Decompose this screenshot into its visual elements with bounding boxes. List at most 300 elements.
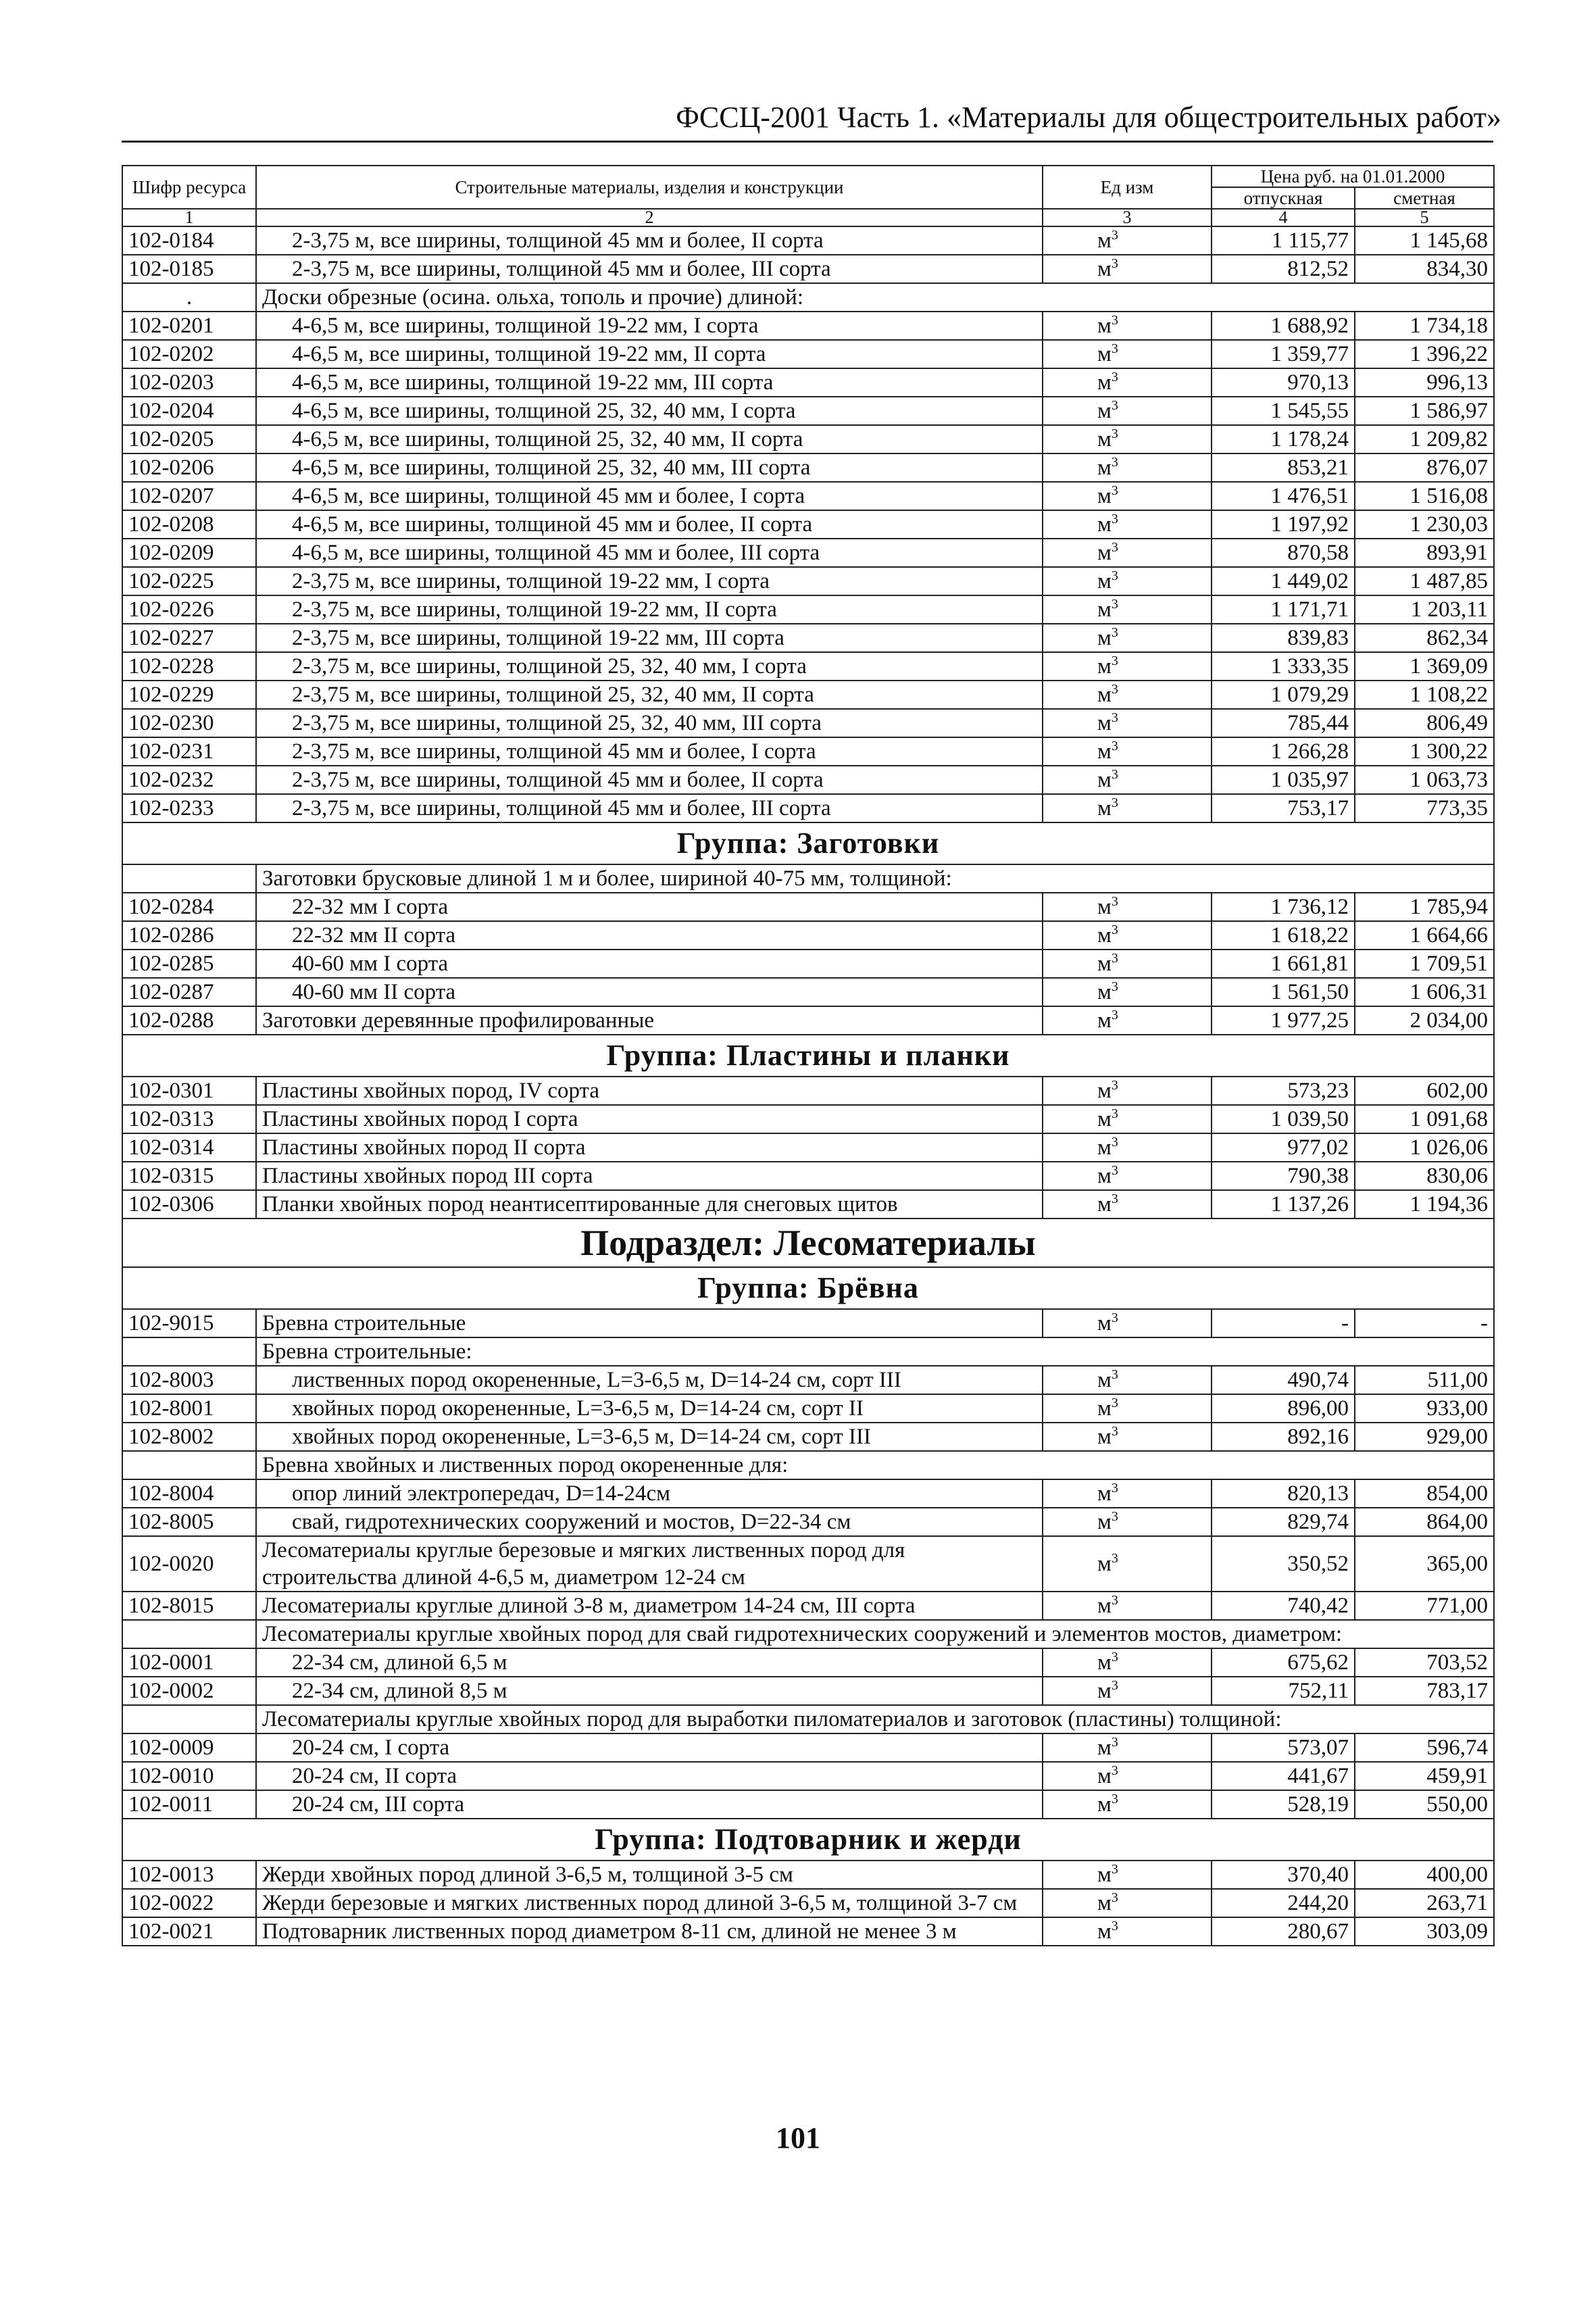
resource-code: 102-0313 <box>122 1105 256 1133</box>
material-name: Заготовки деревянные профилированные <box>256 1006 1043 1035</box>
estimate-price: 1 734,18 <box>1355 312 1494 340</box>
unit-power: 3 <box>1111 228 1118 243</box>
release-price: 1 736,12 <box>1212 893 1355 921</box>
estimate-price: 1 664,66 <box>1355 921 1494 950</box>
table-row <box>122 567 1494 595</box>
resource-code: 102-0201 <box>122 312 256 340</box>
unit: м <box>1097 1368 1112 1392</box>
material-name: Пластины хвойных пород II сорта <box>256 1133 1043 1162</box>
unit-power: 3 <box>1111 313 1118 328</box>
release-price: 896,00 <box>1212 1394 1355 1423</box>
release-price: 370,40 <box>1212 1861 1355 1889</box>
unit-cell <box>1043 453 1212 482</box>
material-name: Жерди березовые и мягких лиственных пород длиной 3-6,5 м, толщиной 3-7 см <box>256 1889 1043 1917</box>
resource-code: 102-0205 <box>122 425 256 453</box>
release-price: 870,58 <box>1212 539 1355 567</box>
estimate-price: 1 785,94 <box>1355 893 1494 921</box>
unit-cell <box>1043 312 1212 340</box>
unit-power: 3 <box>1111 1396 1118 1410</box>
unit-cell <box>1043 226 1212 255</box>
unit: м <box>1097 1764 1112 1788</box>
page-number: 101 <box>776 2121 820 2155</box>
release-price: 790,38 <box>1212 1162 1355 1190</box>
table-row <box>122 978 1494 1006</box>
release-price: 350,52 <box>1212 1536 1355 1592</box>
table-row <box>122 1006 1494 1035</box>
release-price: 785,44 <box>1212 709 1355 737</box>
group-heading-row <box>122 1267 1494 1309</box>
unit-power: 3 <box>1111 512 1118 526</box>
unit: м <box>1097 257 1112 281</box>
material-name: 2-3,75 м, все ширины, толщиной 19-22 мм, I сорта <box>256 567 1043 595</box>
material-name: 4-6,5 м, все ширины, толщиной 19-22 мм, I сорта <box>256 312 1043 340</box>
estimate-price: - <box>1355 1309 1494 1337</box>
subheading-row <box>122 1620 1494 1648</box>
column-number: 4 <box>1212 209 1355 226</box>
table-row <box>122 921 1494 950</box>
unit-cell <box>1043 1917 1212 1946</box>
unit-power: 3 <box>1111 597 1118 612</box>
resource-code: 102-0009 <box>122 1733 256 1762</box>
table-row <box>122 368 1494 397</box>
unit-power: 3 <box>1111 951 1118 966</box>
release-price: 1 115,77 <box>1212 226 1355 255</box>
estimate-price: 996,13 <box>1355 368 1494 397</box>
table-row <box>122 1536 1494 1592</box>
unit-cell <box>1043 482 1212 510</box>
material-name: 2-3,75 м, все ширины, толщиной 25, 32, 40 мм, II сорта <box>256 681 1043 709</box>
col-header-estimate: сметная <box>1355 187 1494 209</box>
col-header-name: Строительные материалы, изделия и конструкции <box>256 166 1043 209</box>
unit: м <box>1097 1594 1112 1618</box>
material-name: 4-6,5 м, все ширины, толщиной 25, 32, 40 мм, III сорта <box>256 453 1043 482</box>
unit: м <box>1097 1425 1112 1449</box>
table-row <box>122 1677 1494 1705</box>
subheading-row <box>122 1451 1494 1479</box>
subheading-row <box>122 283 1494 312</box>
estimate-price: 1 145,68 <box>1355 226 1494 255</box>
table-row <box>122 950 1494 978</box>
estimate-price: 773,35 <box>1355 794 1494 822</box>
unit-power: 3 <box>1111 654 1118 668</box>
resource-code: 102-0287 <box>122 978 256 1006</box>
estimate-price: 1 586,97 <box>1355 397 1494 425</box>
resource-code: 102-0206 <box>122 453 256 482</box>
unit: м <box>1097 683 1112 707</box>
unit-cell <box>1043 510 1212 539</box>
header-title: ФССЦ-2001 Часть 1. «Материалы для общестроительных работ» <box>676 101 1501 134</box>
table-row <box>122 312 1494 340</box>
subheading-code <box>122 1451 256 1479</box>
unit-cell <box>1043 1423 1212 1451</box>
unit-power: 3 <box>1111 426 1118 441</box>
material-name: 4-6,5 м, все ширины, толщиной 25, 32, 40 мм, I сорта <box>256 397 1043 425</box>
resource-code: 102-0184 <box>122 226 256 255</box>
table-row <box>122 1861 1494 1889</box>
estimate-price: 771,00 <box>1355 1592 1494 1620</box>
unit-cell <box>1043 1592 1212 1620</box>
estimate-price: 854,00 <box>1355 1479 1494 1508</box>
estimate-price: 263,71 <box>1355 1889 1494 1917</box>
table-row <box>122 794 1494 822</box>
unit: м <box>1097 484 1112 508</box>
unit-power: 3 <box>1111 979 1118 994</box>
release-price: 490,74 <box>1212 1366 1355 1394</box>
unit-power: 3 <box>1111 1862 1118 1877</box>
release-price: 280,67 <box>1212 1917 1355 1946</box>
release-price: 1 035,97 <box>1212 766 1355 794</box>
group-heading-row <box>122 822 1494 864</box>
unit-power: 3 <box>1111 1008 1118 1023</box>
table-row <box>122 737 1494 766</box>
resource-code: 102-0001 <box>122 1648 256 1677</box>
unit: м <box>1097 1135 1112 1160</box>
resource-code: 102-8015 <box>122 1592 256 1620</box>
resource-code: 102-0209 <box>122 539 256 567</box>
unit: м <box>1097 923 1112 947</box>
release-price: 1 197,92 <box>1212 510 1355 539</box>
unit: м <box>1097 1079 1112 1103</box>
unit: м <box>1097 768 1112 792</box>
table-row <box>122 1762 1494 1790</box>
estimate-price: 602,00 <box>1355 1077 1494 1105</box>
unit-power: 3 <box>1111 739 1118 754</box>
unit-cell <box>1043 709 1212 737</box>
estimate-price: 703,52 <box>1355 1648 1494 1677</box>
estimate-price: 830,06 <box>1355 1162 1494 1190</box>
subheading-code <box>122 1620 256 1648</box>
release-price: - <box>1212 1309 1355 1337</box>
estimate-price: 365,00 <box>1355 1536 1494 1592</box>
material-name: 2-3,75 м, все ширины, толщиной 45 мм и более, III сорта <box>256 794 1043 822</box>
estimate-price: 1 203,11 <box>1355 595 1494 624</box>
subheading-text: Доски обрезные (осина. ольха, тополь и прочие) длиной: <box>256 283 1494 312</box>
unit-cell <box>1043 1790 1212 1819</box>
unit: м <box>1097 1008 1112 1033</box>
table-row <box>122 1133 1494 1162</box>
release-price: 970,13 <box>1212 368 1355 397</box>
estimate-price: 1 194,36 <box>1355 1190 1494 1218</box>
estimate-price: 550,00 <box>1355 1790 1494 1819</box>
release-price: 1 039,50 <box>1212 1105 1355 1133</box>
resource-code: 102-0227 <box>122 624 256 652</box>
column-number: 3 <box>1043 209 1212 226</box>
estimate-price: 806,49 <box>1355 709 1494 737</box>
subheading-text: Лесоматериалы круглые хвойных пород для свай гидротехнических сооружений и элементов мостов, диаметром: <box>256 1620 1494 1648</box>
resource-code: 102-8003 <box>122 1366 256 1394</box>
table-row <box>122 1733 1494 1762</box>
unit-cell <box>1043 1648 1212 1677</box>
unit-cell <box>1043 1394 1212 1423</box>
resource-code: 102-0288 <box>122 1006 256 1035</box>
unit-power: 3 <box>1111 1078 1118 1093</box>
release-price: 528,19 <box>1212 1790 1355 1819</box>
resource-code: 102-0020 <box>122 1536 256 1592</box>
subsection-heading-row <box>122 1218 1494 1267</box>
unit: м <box>1097 895 1112 919</box>
group-heading: Группа: Брёвна <box>122 1267 1494 1309</box>
unit-power: 3 <box>1111 922 1118 937</box>
unit-power: 3 <box>1111 625 1118 640</box>
release-price: 1 977,25 <box>1212 1006 1355 1035</box>
col-header-price: Цена руб. на 01.01.2000 <box>1212 166 1494 187</box>
release-price: 820,13 <box>1212 1479 1355 1508</box>
unit-power: 3 <box>1111 1191 1118 1206</box>
table-row <box>122 1423 1494 1451</box>
unit-cell <box>1043 1733 1212 1762</box>
unit-cell <box>1043 1077 1212 1105</box>
column-number: 1 <box>122 209 256 226</box>
material-name: 20-24 см, III сорта <box>256 1790 1043 1819</box>
resource-code: 102-8004 <box>122 1479 256 1508</box>
release-price: 1 618,22 <box>1212 921 1355 950</box>
unit-power: 3 <box>1111 682 1118 697</box>
release-price: 829,74 <box>1212 1508 1355 1536</box>
resource-code: 102-0022 <box>122 1889 256 1917</box>
unit: м <box>1097 626 1112 650</box>
unit: м <box>1097 1164 1112 1188</box>
unit: м <box>1097 1552 1112 1576</box>
material-name: 22-32 мм II сорта <box>256 921 1043 950</box>
material-name: Подтоварник лиственных пород диаметром 8-11 см, длиной не менее 3 м <box>256 1917 1043 1946</box>
unit-cell <box>1043 1861 1212 1889</box>
table-row <box>122 595 1494 624</box>
table-row <box>122 709 1494 737</box>
unit-cell <box>1043 624 1212 652</box>
table-row <box>122 510 1494 539</box>
estimate-price: 834,30 <box>1355 255 1494 283</box>
unit-power: 3 <box>1111 1481 1118 1496</box>
release-price: 752,11 <box>1212 1677 1355 1705</box>
unit-power: 3 <box>1111 1593 1118 1608</box>
release-price: 1 688,92 <box>1212 312 1355 340</box>
release-price: 853,21 <box>1212 453 1355 482</box>
resource-code: 102-0284 <box>122 893 256 921</box>
material-name: 2-3,75 м, все ширины, толщиной 25, 32, 40 мм, III сорта <box>256 709 1043 737</box>
table-row <box>122 340 1494 368</box>
material-name: 4-6,5 м, все ширины, толщиной 45 мм и более, I сорта <box>256 482 1043 510</box>
resource-code: 102-0185 <box>122 255 256 283</box>
material-name: Лесоматериалы круглые длиной 3-8 м, диаметром 14-24 см, III сорта <box>256 1592 1043 1620</box>
material-name: 2-3,75 м, все ширины, толщиной 45 мм и более, II сорта <box>256 766 1043 794</box>
unit: м <box>1097 569 1112 593</box>
unit-power: 3 <box>1111 1135 1118 1150</box>
material-name: 40-60 мм II сорта <box>256 978 1043 1006</box>
release-price: 573,23 <box>1212 1077 1355 1105</box>
col-header-unit: Ед изм <box>1043 166 1212 209</box>
resource-code: 102-0021 <box>122 1917 256 1946</box>
unit: м <box>1097 739 1112 764</box>
subheading-text: Лесоматериалы круглые хвойных пород для выработки пиломатериалов и заготовок (пластины) толщиной: <box>256 1705 1494 1733</box>
unit: м <box>1097 1891 1112 1915</box>
group-heading: Группа: Подтоварник и жерди <box>122 1819 1494 1861</box>
unit: м <box>1097 541 1112 565</box>
unit-cell <box>1043 425 1212 453</box>
material-name: 22-34 см, длиной 8,5 м <box>256 1677 1043 1705</box>
table-row <box>122 652 1494 681</box>
table-row <box>122 1790 1494 1819</box>
unit: м <box>1097 952 1112 976</box>
unit-cell <box>1043 255 1212 283</box>
release-price: 892,16 <box>1212 1423 1355 1451</box>
unit: м <box>1097 1192 1112 1216</box>
unit: м <box>1097 314 1112 338</box>
unit-power: 3 <box>1111 767 1118 782</box>
price-table <box>122 165 1495 1946</box>
unit-cell <box>1043 567 1212 595</box>
resource-code: 102-0208 <box>122 510 256 539</box>
release-price: 753,17 <box>1212 794 1355 822</box>
column-number: 5 <box>1355 209 1494 226</box>
material-name: 4-6,5 м, все ширины, толщиной 19-22 мм, III сорта <box>256 368 1043 397</box>
unit-cell <box>1043 1508 1212 1536</box>
material-name: хвойных пород окорененные, L=3-6,5 м, D=14-24 см, сорт II <box>256 1394 1043 1423</box>
unit-power: 3 <box>1111 1792 1118 1806</box>
release-price: 740,42 <box>1212 1592 1355 1620</box>
price-table-container <box>122 165 1493 1946</box>
unit: м <box>1097 370 1112 395</box>
estimate-price: 862,34 <box>1355 624 1494 652</box>
resource-code: 102-0228 <box>122 652 256 681</box>
group-heading-row <box>122 1819 1494 1861</box>
resource-code: 102-0229 <box>122 681 256 709</box>
subheading-code: . <box>122 283 256 312</box>
unit-power: 3 <box>1111 1163 1118 1178</box>
estimate-price: 1 230,03 <box>1355 510 1494 539</box>
material-name: 2-3,75 м, все ширины, толщиной 25, 32, 40 мм, I сорта <box>256 652 1043 681</box>
unit-cell <box>1043 1366 1212 1394</box>
table-row <box>122 1648 1494 1677</box>
estimate-price: 596,74 <box>1355 1733 1494 1762</box>
group-heading-row <box>122 1035 1494 1077</box>
unit-power: 3 <box>1111 1735 1118 1750</box>
resource-code: 102-0306 <box>122 1190 256 1218</box>
unit: м <box>1097 711 1112 735</box>
subheading-text: Бревна хвойных и лиственных пород окорененные для: <box>256 1451 1494 1479</box>
table-row <box>122 425 1494 453</box>
unit-power: 3 <box>1111 1890 1118 1905</box>
unit-cell <box>1043 368 1212 397</box>
unit-cell <box>1043 1006 1212 1035</box>
release-price: 1 661,81 <box>1212 950 1355 978</box>
resource-code: 102-0232 <box>122 766 256 794</box>
release-price: 1 476,51 <box>1212 482 1355 510</box>
header-rule <box>122 141 1493 143</box>
unit-power: 3 <box>1111 1367 1118 1382</box>
estimate-price: 1 396,22 <box>1355 340 1494 368</box>
unit-cell <box>1043 652 1212 681</box>
release-price: 1 449,02 <box>1212 567 1355 595</box>
subheading-code <box>122 864 256 893</box>
release-price: 675,62 <box>1212 1648 1355 1677</box>
estimate-price: 1 300,22 <box>1355 737 1494 766</box>
estimate-price: 1 709,51 <box>1355 950 1494 978</box>
estimate-price: 459,91 <box>1355 1762 1494 1790</box>
unit: м <box>1097 1311 1112 1335</box>
group-heading: Группа: Заготовки <box>122 822 1494 864</box>
unit: м <box>1097 1792 1112 1817</box>
unit-power: 3 <box>1111 1763 1118 1778</box>
unit: м <box>1097 456 1112 480</box>
estimate-price: 783,17 <box>1355 1677 1494 1705</box>
material-name: 4-6,5 м, все ширины, толщиной 19-22 мм, II сорта <box>256 340 1043 368</box>
resource-code: 102-0286 <box>122 921 256 950</box>
unit-power: 3 <box>1111 1919 1118 1934</box>
unit: м <box>1097 427 1112 451</box>
table-row <box>122 1508 1494 1536</box>
unit: м <box>1097 1650 1112 1675</box>
estimate-price: 2 034,00 <box>1355 1006 1494 1035</box>
unit-power: 3 <box>1111 398 1118 413</box>
unit-power: 3 <box>1111 1678 1118 1693</box>
table-row <box>122 482 1494 510</box>
material-name: 40-60 мм I сорта <box>256 950 1043 978</box>
table-row <box>122 624 1494 652</box>
release-price: 839,83 <box>1212 624 1355 652</box>
subheading-text: Бревна строительные: <box>256 1337 1494 1366</box>
unit: м <box>1097 512 1112 537</box>
material-name: свай, гидротехнических сооружений и мостов, D=22-34 см <box>256 1508 1043 1536</box>
unit: м <box>1097 1396 1112 1421</box>
estimate-price: 511,00 <box>1355 1366 1494 1394</box>
resource-code: 102-0002 <box>122 1677 256 1705</box>
unit-power: 3 <box>1111 1310 1118 1325</box>
subsection-heading: Подраздел: Лесоматериалы <box>122 1218 1494 1267</box>
release-price: 1 266,28 <box>1212 737 1355 766</box>
material-name: 2-3,75 м, все ширины, толщиной 45 мм и более, III сорта <box>256 255 1043 283</box>
unit-cell <box>1043 1677 1212 1705</box>
resource-code: 102-0207 <box>122 482 256 510</box>
unit-cell <box>1043 978 1212 1006</box>
material-name: 22-32 мм I сорта <box>256 893 1043 921</box>
release-price: 1 545,55 <box>1212 397 1355 425</box>
unit: м <box>1097 1679 1112 1703</box>
material-name: 20-24 см, II сорта <box>256 1762 1043 1790</box>
material-name: опор линий электропередач, D=14-24см <box>256 1479 1043 1508</box>
resource-code: 102-0013 <box>122 1861 256 1889</box>
estimate-price: 1 209,82 <box>1355 425 1494 453</box>
unit: м <box>1097 1736 1112 1760</box>
resource-code: 102-0315 <box>122 1162 256 1190</box>
release-price: 244,20 <box>1212 1889 1355 1917</box>
unit: м <box>1097 1863 1112 1887</box>
resource-code: 102-0314 <box>122 1133 256 1162</box>
resource-code: 102-0010 <box>122 1762 256 1790</box>
column-number: 2 <box>256 209 1043 226</box>
unit-cell <box>1043 794 1212 822</box>
unit: м <box>1097 399 1112 423</box>
estimate-price: 876,07 <box>1355 453 1494 482</box>
unit-power: 3 <box>1111 1424 1118 1439</box>
material-name: 4-6,5 м, все ширины, толщиной 25, 32, 40 мм, II сорта <box>256 425 1043 453</box>
release-price: 573,07 <box>1212 1733 1355 1762</box>
unit-cell <box>1043 1762 1212 1790</box>
unit: м <box>1097 342 1112 366</box>
unit-power: 3 <box>1111 540 1118 555</box>
resource-code: 102-9015 <box>122 1309 256 1337</box>
col-header-code: Шифр ресурса <box>122 166 256 209</box>
release-price: 1 171,71 <box>1212 595 1355 624</box>
estimate-price: 1 606,31 <box>1355 978 1494 1006</box>
unit: м <box>1097 597 1112 622</box>
unit-power: 3 <box>1111 370 1118 385</box>
table-row <box>122 539 1494 567</box>
table-row <box>122 1105 1494 1133</box>
estimate-price: 1 063,73 <box>1355 766 1494 794</box>
material-name: Планки хвойных пород неантисептированные для снеговых щитов <box>256 1190 1043 1218</box>
estimate-price: 1 108,22 <box>1355 681 1494 709</box>
table-row <box>122 893 1494 921</box>
